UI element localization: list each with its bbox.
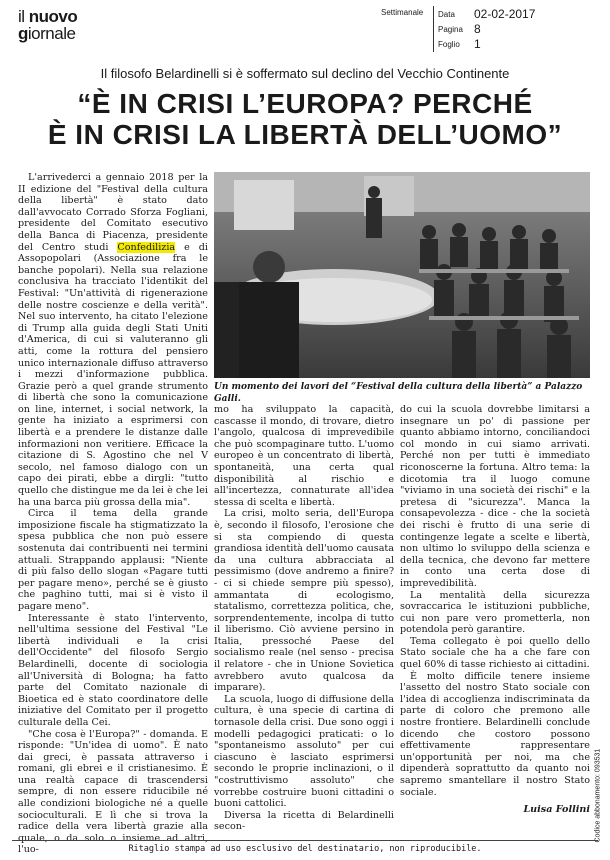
conference-photo-illustration	[214, 172, 590, 378]
meta-divider	[433, 6, 434, 52]
masthead-line-2: giornale	[18, 24, 76, 43]
col3-paragraph-2: La mentalità della sicurezza sovraccarica le istituzioni pubbliche, cui non pare vero prometterla, non potendola però garantire.	[400, 589, 590, 636]
meta-date-label: Data	[438, 10, 455, 19]
masthead-line-1: il nuovo	[18, 7, 78, 26]
col2-paragraph-1: mo ha sviluppato la capacità, cascasse il mondo, di trovare, dietro l'angolo, qualcosa di imprevedibile che può scompaginare tutto. L'uomo europeo è un concentrato di libertà, spontaneità, una certa qual disponibilità al rischio e all'incertezza, connaturate all'idea stessa di scelta e libertà.	[214, 404, 394, 508]
col2-paragraph-4: Diversa la ricetta di Belardinelli secon-	[214, 809, 394, 833]
headline-line-2: È IN CRISI LA LIBERTÀ DELL’UOMO”	[47, 119, 563, 150]
article-kicker: Il filosofo Belardinelli si è soffermato sul declino del Vecchio Continente	[100, 66, 510, 81]
col1-paragraph-1: L'arrivederci a gennaio 2018 per la II edizione del "Festival della cultura della libertà" è stato dato dall'avvocato Corrado Sforza Fogliani, presidente del Comitato esecutivo della Banca di Piacenza, presidente del Centro studi Confedilizia e di Assopopolari (Associazione fra le banche popolari). Nella sua relazione conclusiva ha tracciato l'identikit del Festival: "Un'attività di rigenerazione delle nostre coscienze e della verità". Nel suo intervento, ha citato l'elezione di Trump alla guida degli Stati Uniti d'America, di cui si valuteranno gli atti, come la rottura del pensiero unico internazionale diffuso attraverso i mezzi d'informazione pubblica. Grazie però a quel grande strumento di libertà che sono la comunicazione on line, internet, i social network, la gente ha iniziato a esprimersi con libertà e a prendere le distanze dalle informazioni non veritiere. Efficace la citazione di S. Agostino che nel V secolo, nel famoso dialogo con un capo dei pirati, ebbe a dirgli: "tutto quello che distingue me da lei è che lei ha una barca più grossa della mia".	[18, 172, 208, 508]
col2-paragraph-3: La scuola, luogo di diffusione della cultura, è una specie di cartina di tornasole della crisi. Due sono oggi i modelli pedagogici praticati: o lo "spontaneismo assoluto" per cui ciascuno è lasciato esprimersi secondo le proprie inclinazioni, o il "costruttivismo assoluto" che vorrebbe costruire buoni cittadini o buoni cattolici.	[214, 693, 394, 810]
col2-paragraph-2: La crisi, molto seria, dell'Europa è, secondo il filosofo, l'erosione che si sta compiendo di questa grandiosa identità dell'uomo causata da una cultura abbracciata al pessimismo (dove andremo a finire? - ci si chiede sempre più spesso), ammantata di ecologismo, statalismo, correttezza politica, che, sorprendentemente, incolpa di tutto il liberismo. Ciò avviene persino in Italia, pressoché Paese del socialismo reale (nel senso - precisa il relatore - che in Unione Sovietica avrebbero avuto qualcosa da imparare).	[214, 508, 394, 694]
article-column-1	[18, 172, 208, 856]
meta-page-label: Pagina	[438, 25, 463, 34]
col3-paragraph-4: È molto difficile tenere insieme l'assetto del nostro Stato sociale con l'idea di accoglienza indiscriminata da parte di coloro che premono alle nostre frontiere. Belardinelli conclude dicendo che costoro possono effettivamente rappresentare un'opportunità per noi, ma che dipenderà soprattutto da quanto noi sapremo smantellare il nostro Stato sociale.	[400, 670, 590, 798]
photo-caption: Un momento dei lavori del “Festival della cultura della libertà” a Palazzo Galli.	[214, 382, 583, 404]
newspaper-masthead	[18, 8, 168, 42]
frequency-label: Settimanale	[381, 8, 424, 17]
meta-date-value: 02-02-2017	[474, 7, 536, 21]
article-column-3	[400, 404, 590, 816]
col1-paragraph-4: "Che cosa è l'Europa?" - domanda. E risponde: "Un'idea di uomo". È nato dai greci, è passata attraverso i romani, gli ebrei e il cristianesimo. È una realtà capace di trascendersi sempre, di non essere riducibile né alle condizioni biologiche né a quelle socioculturali. E lì che si trova la radice della vera libertà grazie alla quale, o da solo o insieme ad altri, l'uo-	[18, 728, 208, 856]
author-signature: Luisa Follini	[523, 804, 590, 816]
article-headline	[20, 88, 590, 150]
col1-paragraph-2: Circa il tema della grande imposizione fiscale ha stigmatizzato la spesa pubblica che non può essere sostenuta dai contribuenti nei termini attuali. Strappando applausi: "Niente di più falso dello slogan «Pagare tutti per pagare meno», perché se è giusto che paghino tutti, mai si è visto il pagare meno".	[18, 508, 208, 612]
subscription-code: Codice abbonamento: 093531	[594, 748, 602, 843]
headline-line-1: “È IN CRISI L’EUROPA? PERCHÉ	[77, 88, 533, 119]
clipping-meta-box	[381, 6, 603, 52]
meta-sheet-value: 1	[474, 37, 481, 51]
col3-paragraph-3: Tema collegato è poi quello dello Stato sociale che ha a che fare con quel 60% di tasse richiesto ai cittadini.	[400, 635, 590, 671]
col3-paragraph-1: do cui la scuola dovrebbe limitarsi a insegnare un po' di passione per quanto abbiamo intorno, conciliandoci col mondo in cui siamo arrivati. Perché non per tutti è immediato riconoscerne la fortuna. Altro tema: la dicotomia tra il luogo comune "viviamo in una società dei rischi" e la pretesa di "sicurezza". Manca la consapevolezza - dice - che la società dei rischi è frutto di una serie di contingenze legate a scelte e libertà, non ultimo lo sviluppo della scienza e della tecnica, che devono far mettere in conto una certa dose di imprevedibilità.	[400, 404, 590, 589]
meta-sheet-label: Foglio	[438, 40, 460, 49]
highlighted-term: Confedilizia	[117, 241, 176, 253]
article-column-2	[214, 404, 394, 833]
col1-paragraph-3: Interessante è stato l'intervento, nell'ultima sessione del Festival "Le libertà individuali e la crisi dell'Occidente" del filosofo Sergio Belardinelli, docente di sociologia all'Università di Bologna; ha fatto parte del Comitato nazionale di Bioetica ed è stato coordinatore delle iniziative del Comitato per il progetto culturale della Cei.	[18, 612, 208, 728]
clipping-footer: Ritaglio stampa ad uso esclusivo del destinatario, non riproducibile.	[12, 840, 598, 856]
article-photo	[214, 172, 590, 378]
meta-page-value: 8	[474, 22, 481, 36]
